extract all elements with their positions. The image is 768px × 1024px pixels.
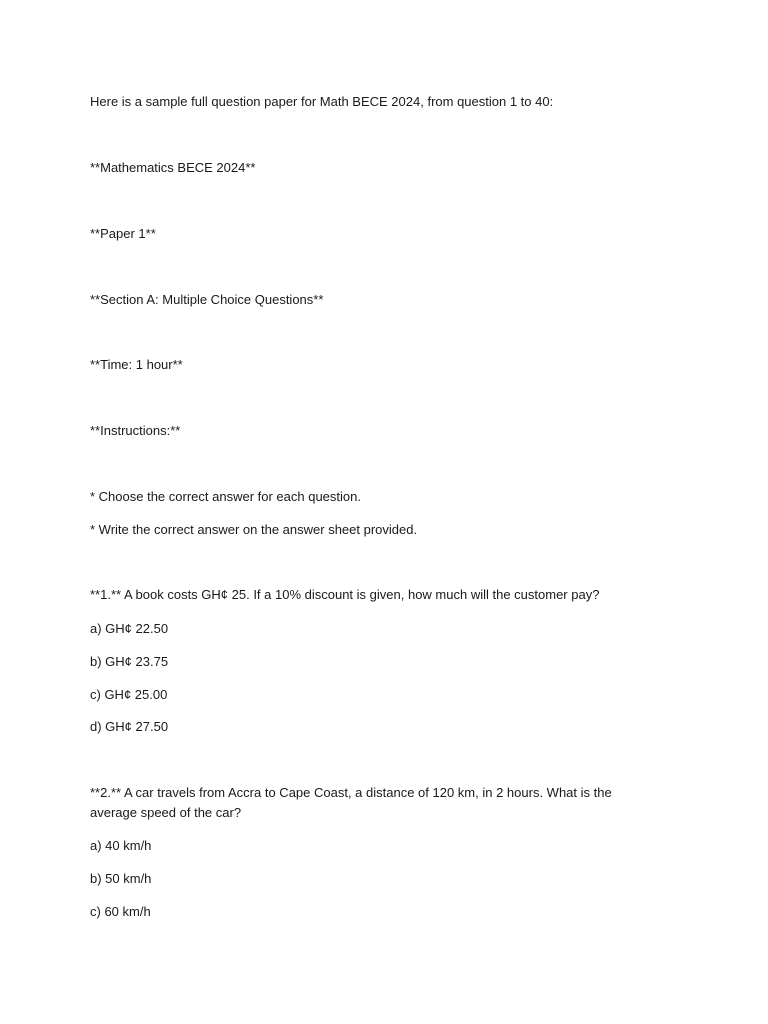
question-1-option-c: c) GH¢ 25.00 xyxy=(90,687,168,702)
time-allowed: **Time: 1 hour** xyxy=(90,357,183,372)
instruction-item: * Write the correct answer on the answer sheet provided. xyxy=(90,522,418,537)
paper-number: **Paper 1** xyxy=(90,226,156,241)
instructions-heading: **Instructions:** xyxy=(90,423,181,438)
intro-text: Here is a sample full question paper for Math BECE 2024, from question 1 to 40: xyxy=(90,94,554,109)
question-2-option-c: c) 60 km/h xyxy=(90,904,151,919)
question-1-option-d: d) GH¢ 27.50 xyxy=(90,719,169,734)
question-2-option-a: a) 40 km/h xyxy=(90,838,152,853)
paper-title: **Mathematics BECE 2024** xyxy=(90,160,256,175)
question-1-option-b: b) GH¢ 23.75 xyxy=(90,654,169,669)
question-2-text: **2.** A car travels from Accra to Cape Coast, a distance of 120 km, in 2 hours. What is the average speed of the car? xyxy=(90,785,612,820)
question-2-option-b: b) 50 km/h xyxy=(90,871,152,886)
question-1-option-a: a) GH¢ 22.50 xyxy=(90,621,169,636)
section-heading: **Section A: Multiple Choice Questions** xyxy=(90,292,324,307)
question-1-text: **1.** A book costs GH¢ 25. If a 10% discount is given, how much will the customer pay? xyxy=(90,587,600,602)
instruction-item: * Choose the correct answer for each question. xyxy=(90,489,361,504)
